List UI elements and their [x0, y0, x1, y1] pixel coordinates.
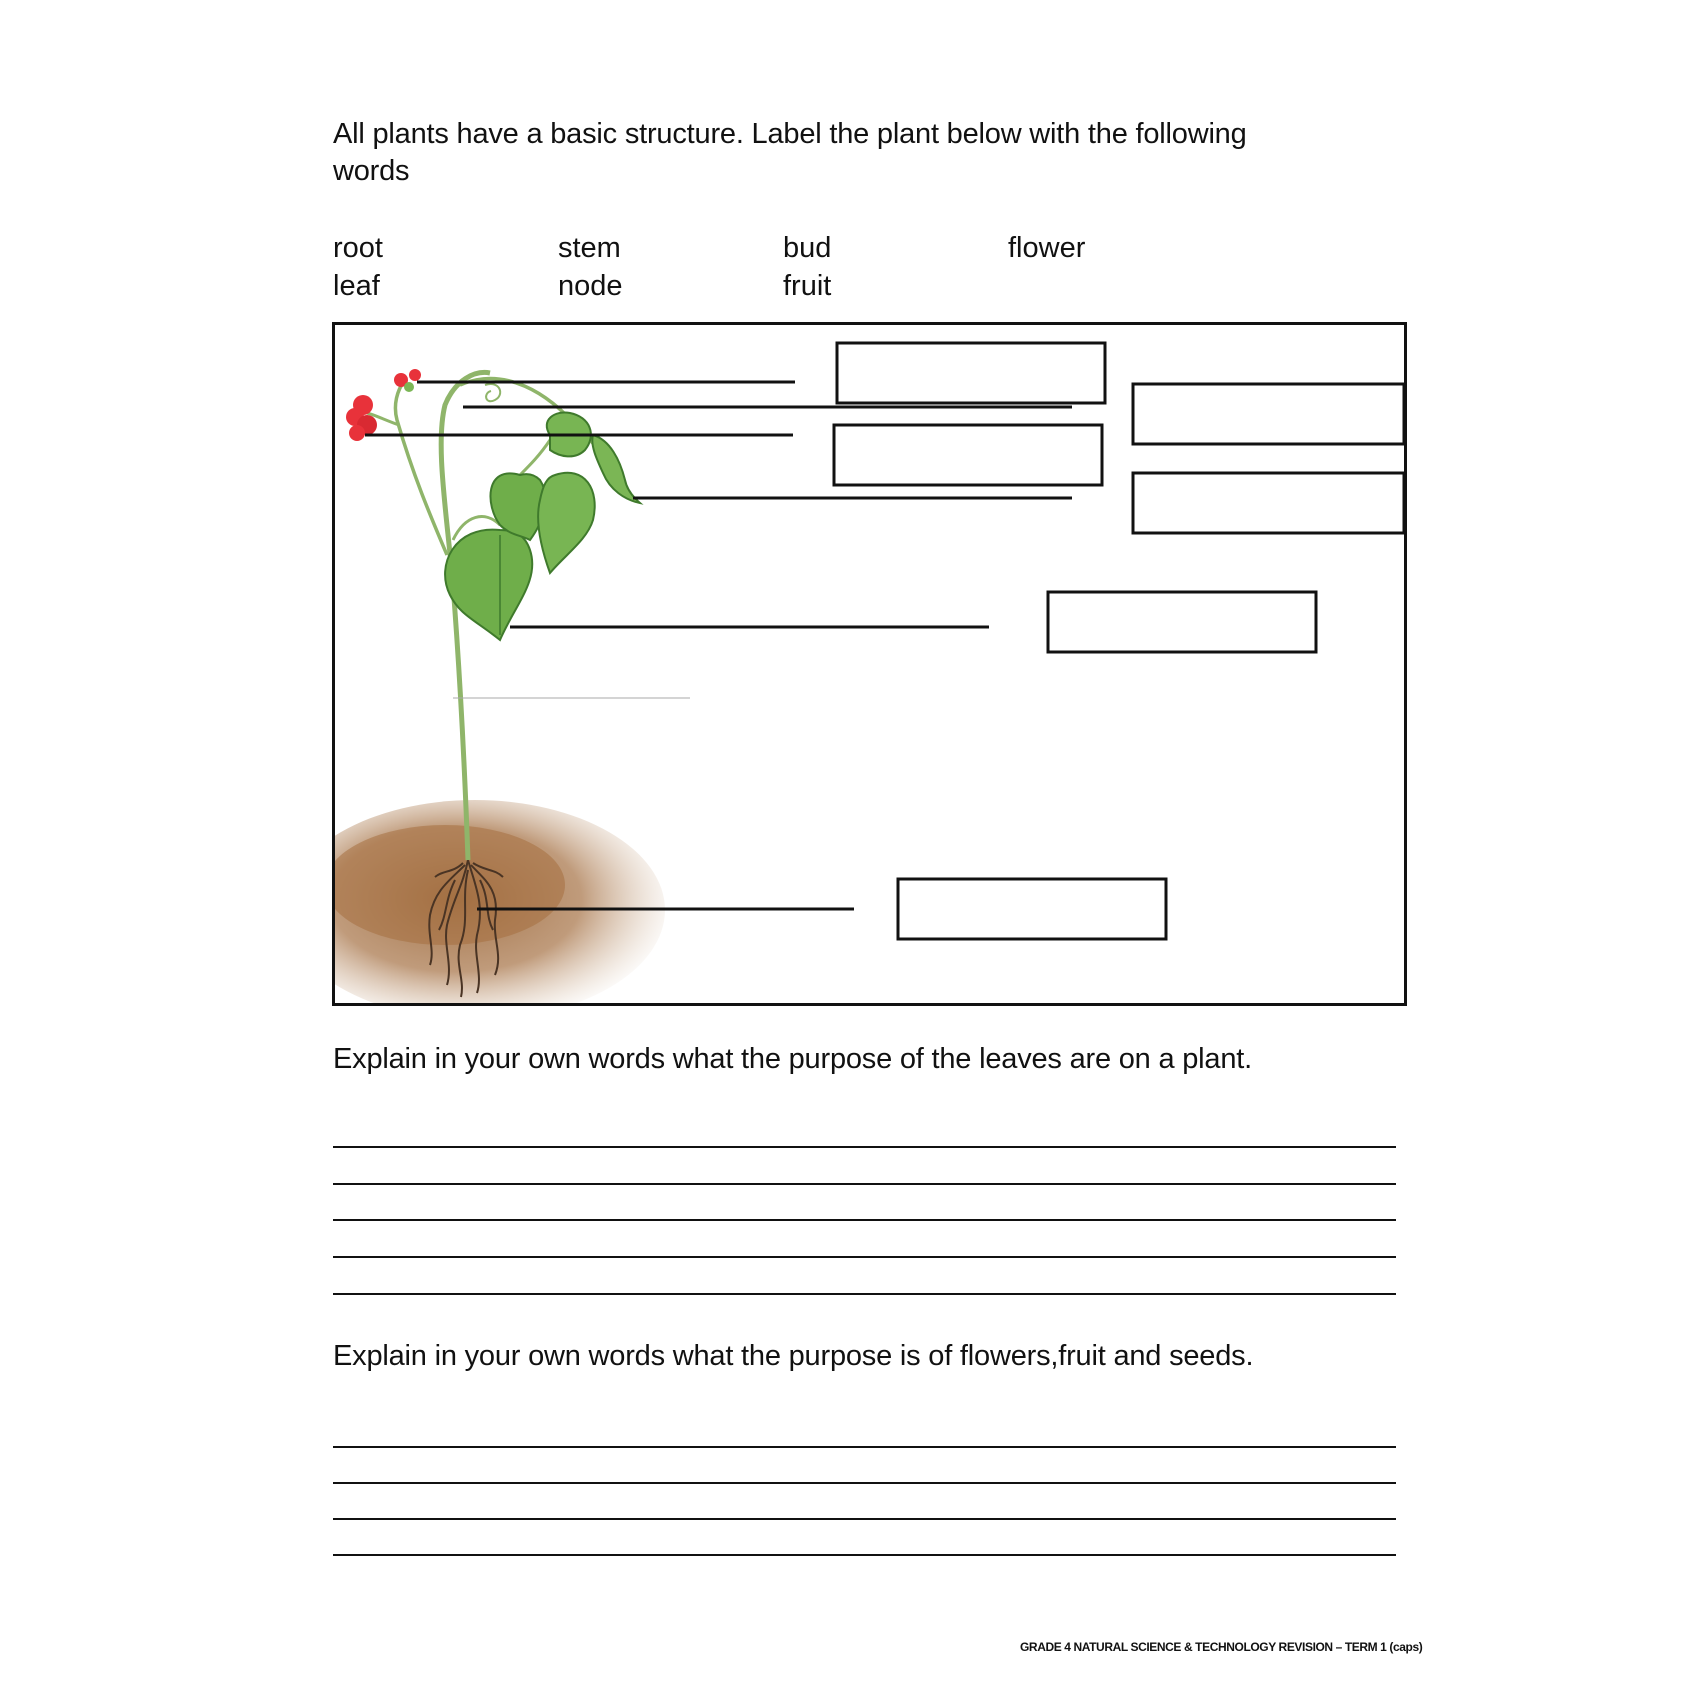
- plant-diagram-frame: [332, 322, 1407, 1006]
- label-box-4[interactable]: [1133, 473, 1404, 533]
- word-node: node: [558, 270, 623, 302]
- label-box-5[interactable]: [1048, 592, 1316, 652]
- word-root: root: [333, 232, 383, 264]
- word-bud: bud: [783, 232, 832, 264]
- word-fruit: fruit: [783, 270, 832, 302]
- instruction-text: [333, 116, 1353, 190]
- label-box-2[interactable]: [1133, 384, 1404, 444]
- instruction-line-2: words: [333, 155, 410, 187]
- answer-line[interactable]: [333, 1256, 1396, 1258]
- leaf-petiole-upper: [520, 440, 550, 475]
- page-footer: GRADE 4 NATURAL SCIENCE & TECHNOLOGY REVISION – TERM 1 (caps): [1020, 1640, 1423, 1654]
- word-stem: stem: [558, 232, 621, 264]
- answer-line[interactable]: [333, 1554, 1396, 1556]
- soil-dark: [335, 825, 565, 945]
- answer-line[interactable]: [333, 1293, 1396, 1295]
- answer-line[interactable]: [333, 1446, 1396, 1448]
- label-box-6[interactable]: [898, 879, 1166, 939]
- flowers: [346, 369, 421, 441]
- answer-line[interactable]: [333, 1146, 1396, 1148]
- upper-branch: [460, 379, 617, 475]
- answer-line[interactable]: [333, 1219, 1396, 1221]
- plant-diagram: [335, 325, 1404, 1003]
- question-leaves: Explain in your own words what the purpose of the leaves are on a plant.: [333, 1043, 1252, 1075]
- answer-line[interactable]: [333, 1518, 1396, 1520]
- answer-line[interactable]: [333, 1482, 1396, 1484]
- label-box-3[interactable]: [834, 425, 1102, 485]
- word-leaf: leaf: [333, 270, 380, 302]
- answer-line[interactable]: [333, 1183, 1396, 1185]
- fruit-pod: [592, 435, 640, 503]
- word-flower: flower: [1008, 232, 1086, 264]
- instruction-line-1: All plants have a basic structure. Label the plant below with the following: [333, 118, 1247, 150]
- flower-stem: [395, 380, 447, 555]
- question-flowers: Explain in your own words what the purpose is of flowers,fruit and seeds.: [333, 1340, 1254, 1372]
- tendril: [485, 384, 500, 401]
- leaves: [445, 412, 595, 640]
- label-box-1[interactable]: [837, 343, 1105, 403]
